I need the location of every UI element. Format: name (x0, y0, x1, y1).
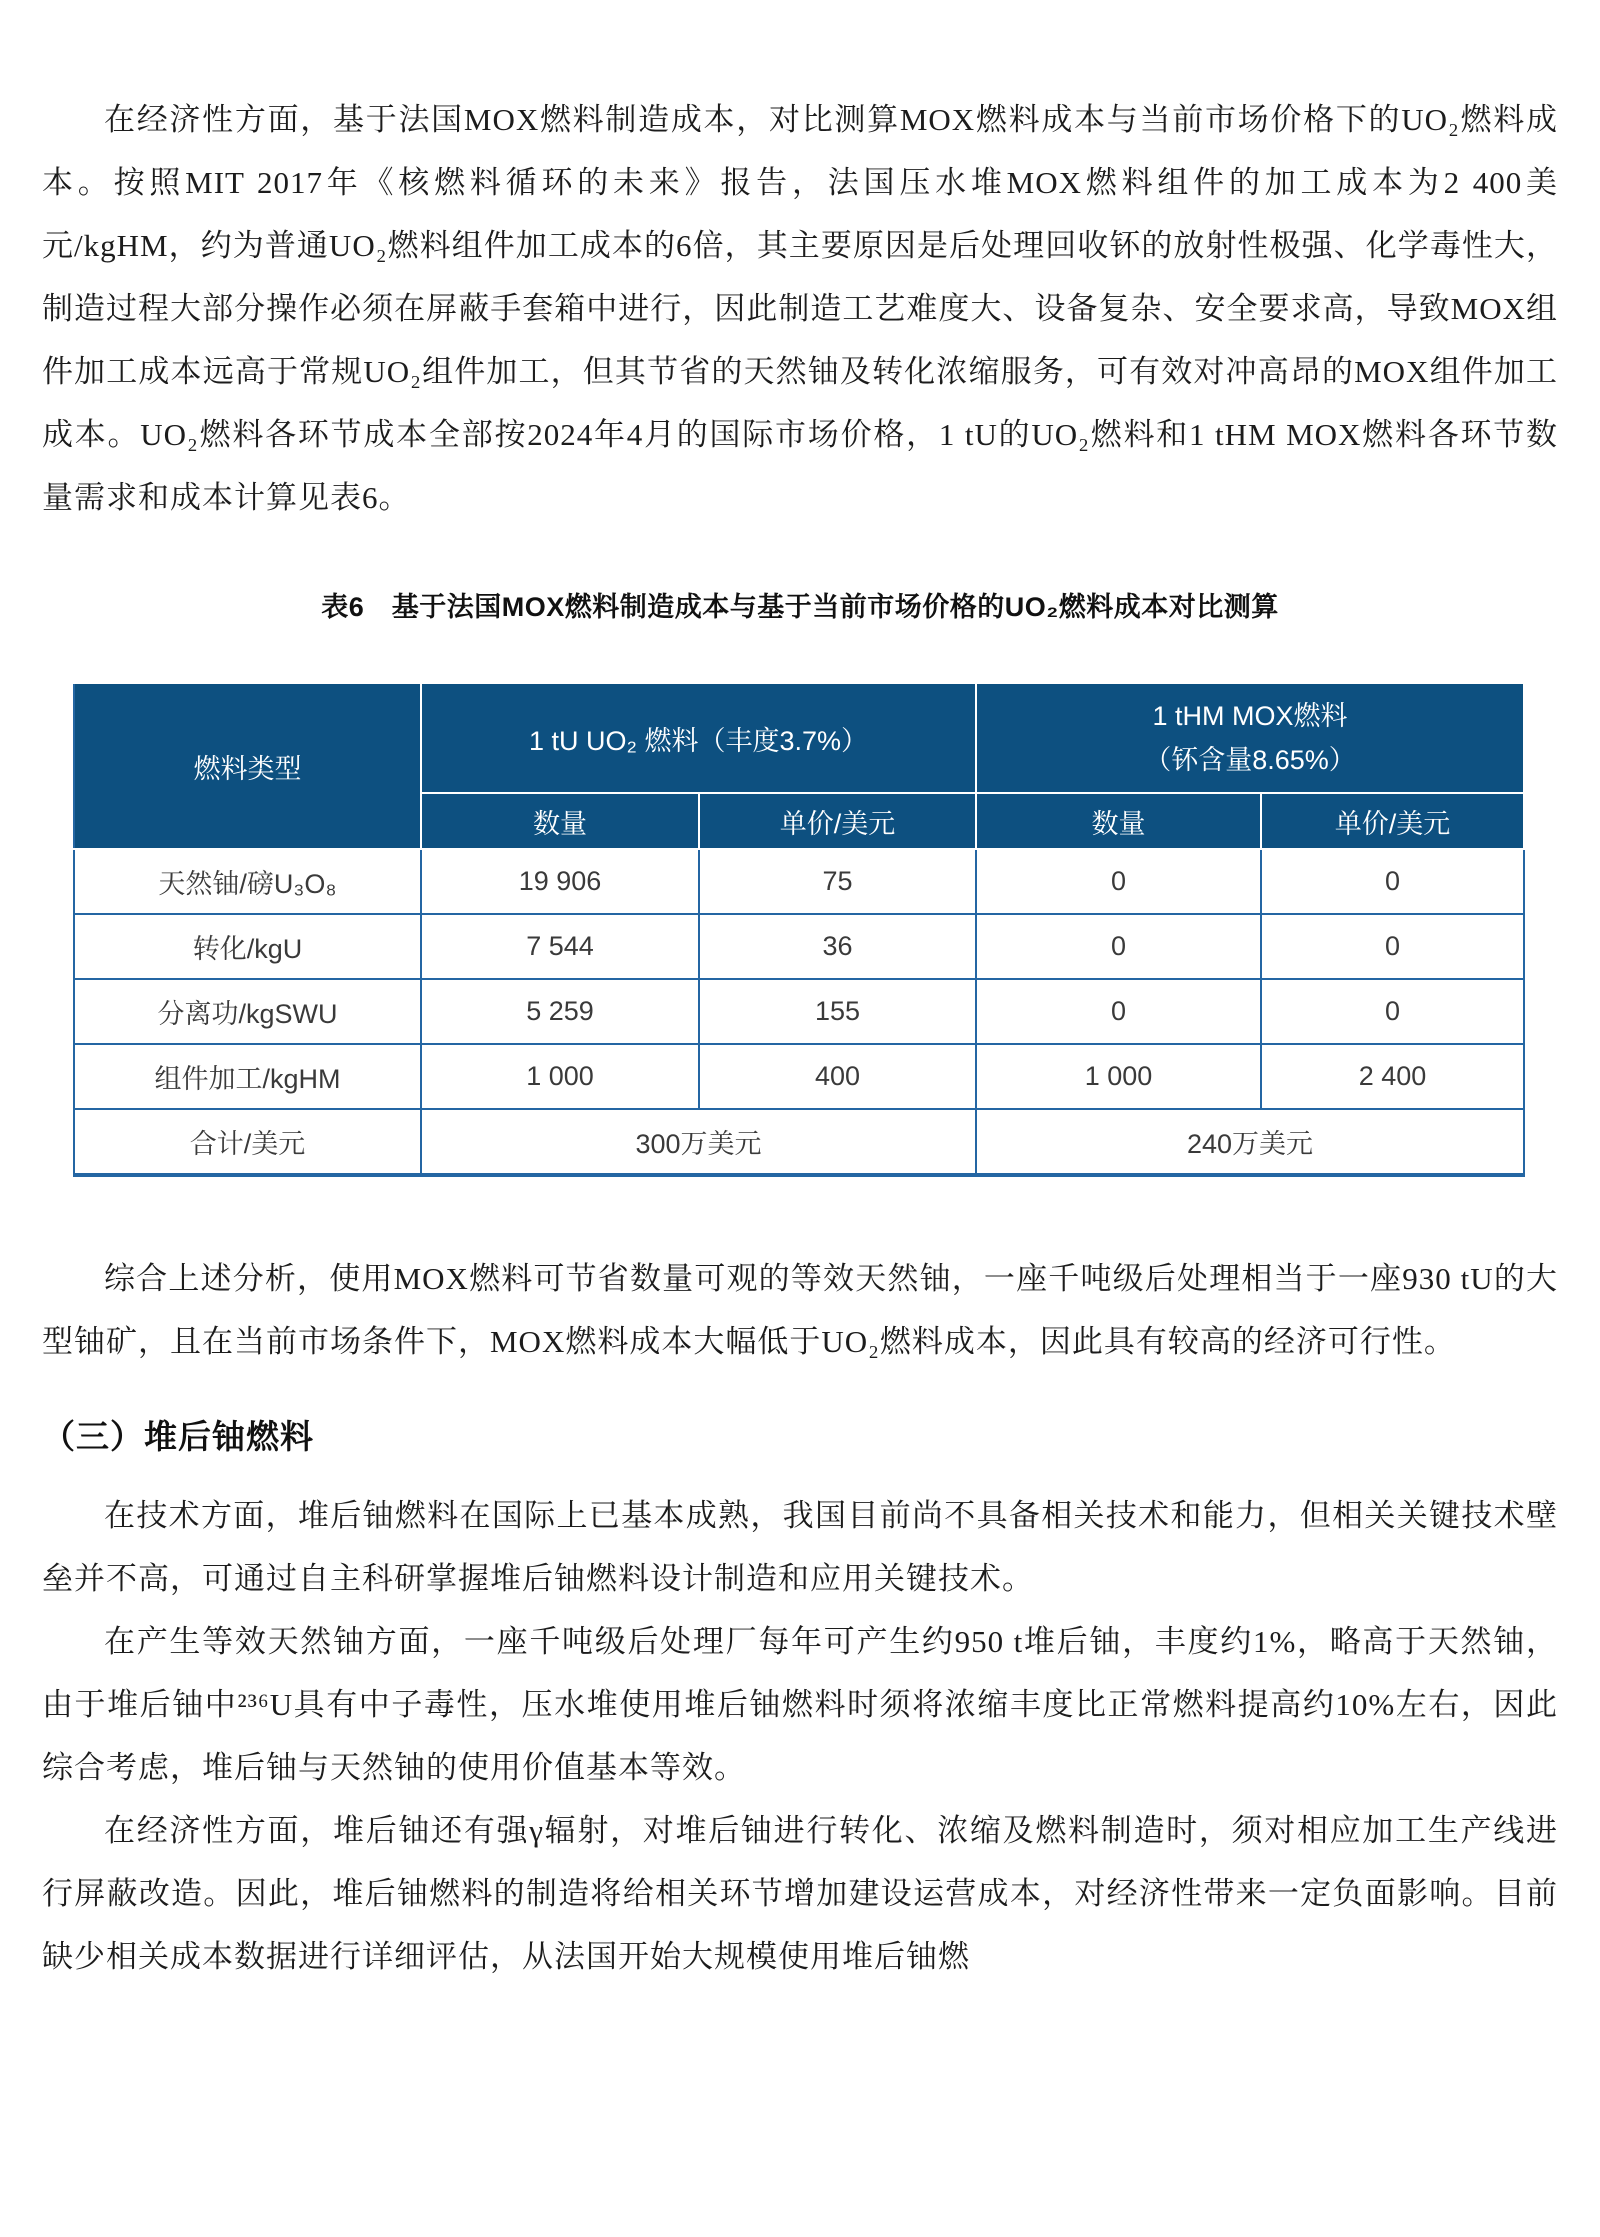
cell-uo2-qty: 1 000 (421, 1044, 699, 1109)
paragraph-cost: 在经济性方面，堆后铀还有强γ辐射，对堆后铀进行转化、浓缩及燃料制造时，须对相应加工生产线进行屏蔽改造。因此，堆后铀燃料的制造将给相关环节增加建设运营成本，对经济性带来一定负面影响。目前缺少相关成本数据进行详细评估，从法国开始大规模使用堆后铀燃 (42, 1813, 1558, 1974)
cell-uo2-qty: 7 544 (421, 914, 699, 979)
table-row (74, 979, 1524, 1044)
cell-mox-qty: 0 (976, 914, 1261, 979)
cell-mox-price: 0 (1261, 979, 1524, 1044)
cell-mox-price: 0 (1261, 849, 1524, 914)
table-row (74, 1044, 1524, 1109)
total-mox: 240万美元 (976, 1109, 1524, 1175)
total-uo2: 300万美元 (421, 1109, 976, 1175)
row-label: 天然铀/磅U₃O₈ (74, 849, 421, 914)
table-caption: 表6 基于法国MOX燃料制造成本与基于当前市场价格的UO₂燃料成本对比测算 (321, 592, 1279, 622)
header-group-mox (976, 683, 1524, 793)
section-heading: （三）堆后铀燃料 (42, 1418, 314, 1455)
cell-uo2-price: 400 (699, 1044, 976, 1109)
fuel-cost-table (73, 682, 1525, 1177)
header-qty-uo2: 数量 (421, 793, 699, 849)
header-group-mox-line1: 1 tHM MOX燃料 (1152, 701, 1348, 731)
cell-mox-qty: 0 (976, 849, 1261, 914)
header-fuel-type: 燃料类型 (74, 683, 421, 849)
header-price-mox: 单价/美元 (1261, 793, 1524, 849)
table-row (74, 849, 1524, 914)
paragraph-equivalent: 在产生等效天然铀方面，一座千吨级后处理厂每年可产生约950 t堆后铀，丰度约1%，略高于天然铀，由于堆后铀中²³⁶U具有中子毒性，压水堆使用堆后铀燃料时须将浓缩丰度比正常燃料提高约10%左右，因此综合考虑，堆后铀与天然铀的使用价值基本等效。 (42, 1624, 1558, 1785)
paragraph-tech: 在技术方面，堆后铀燃料在国际上已基本成熟，我国目前尚不具备相关技术和能力，但相关关键技术壁垒并不高，可通过自主科研掌握堆后铀燃料设计制造和应用关键技术。 (42, 1498, 1558, 1596)
paragraph-summary: 综合上述分析，使用MOX燃料可节省数量可观的等效天然铀，一座千吨级后处理相当于一座930 tU的大型铀矿，且在当前市场条件下，MOX燃料成本大幅低于UO₂燃料成本，因此具有较高的经济可行性。 (42, 1261, 1558, 1359)
cell-uo2-qty: 19 906 (421, 849, 699, 914)
table-header (74, 683, 1524, 849)
header-group-uo2: 1 tU UO₂ 燃料（丰度3.7%） (421, 683, 976, 793)
cell-mox-price: 2 400 (1261, 1044, 1524, 1109)
table-row (74, 914, 1524, 979)
row-label: 组件加工/kgHM (74, 1044, 421, 1109)
cell-mox-price: 0 (1261, 914, 1524, 979)
header-group-mox-line2: （钚含量8.65%） (1144, 745, 1356, 775)
cell-uo2-price: 75 (699, 849, 976, 914)
table-total-row (74, 1109, 1524, 1175)
paragraph-economics: 在经济性方面，基于法国MOX燃料制造成本，对比测算MOX燃料成本与当前市场价格下的UO₂燃料成本。按照MIT 2017年《核燃料循环的未来》报告，法国压水堆MOX燃料组件的加工成本为2 400美元/kgHM，约为普通UO₂燃料组件加工成本的6倍，其主要原因是后处理回收钚的放射性极强、化学毒性大，制造过程大部分操作必须在屏蔽手套箱中进行，因此制造工艺难度大、设备复杂、安全要求高，导致MOX组件加工成本远高于常规UO₂组件加工，但其节省的天然铀及转化浓缩服务，可有效对冲高昂的MOX组件加工成本。UO₂燃料各环节成本全部按2024年4月的国际市场价格，1 tU的UO₂燃料和1 tHM MOX燃料各环节数量需求和成本计算见表6。 (42, 102, 1558, 515)
header-qty-mox: 数量 (976, 793, 1261, 849)
table-header-group-row (74, 683, 1524, 793)
cell-uo2-price: 36 (699, 914, 976, 979)
row-label: 分离功/kgSWU (74, 979, 421, 1044)
table-body (74, 849, 1524, 1175)
cell-mox-qty: 0 (976, 979, 1261, 1044)
total-label: 合计/美元 (74, 1109, 421, 1175)
cell-uo2-price: 155 (699, 979, 976, 1044)
header-price-uo2: 单价/美元 (699, 793, 976, 849)
row-label: 转化/kgU (74, 914, 421, 979)
cell-mox-qty: 1 000 (976, 1044, 1261, 1109)
cell-uo2-qty: 5 259 (421, 979, 699, 1044)
